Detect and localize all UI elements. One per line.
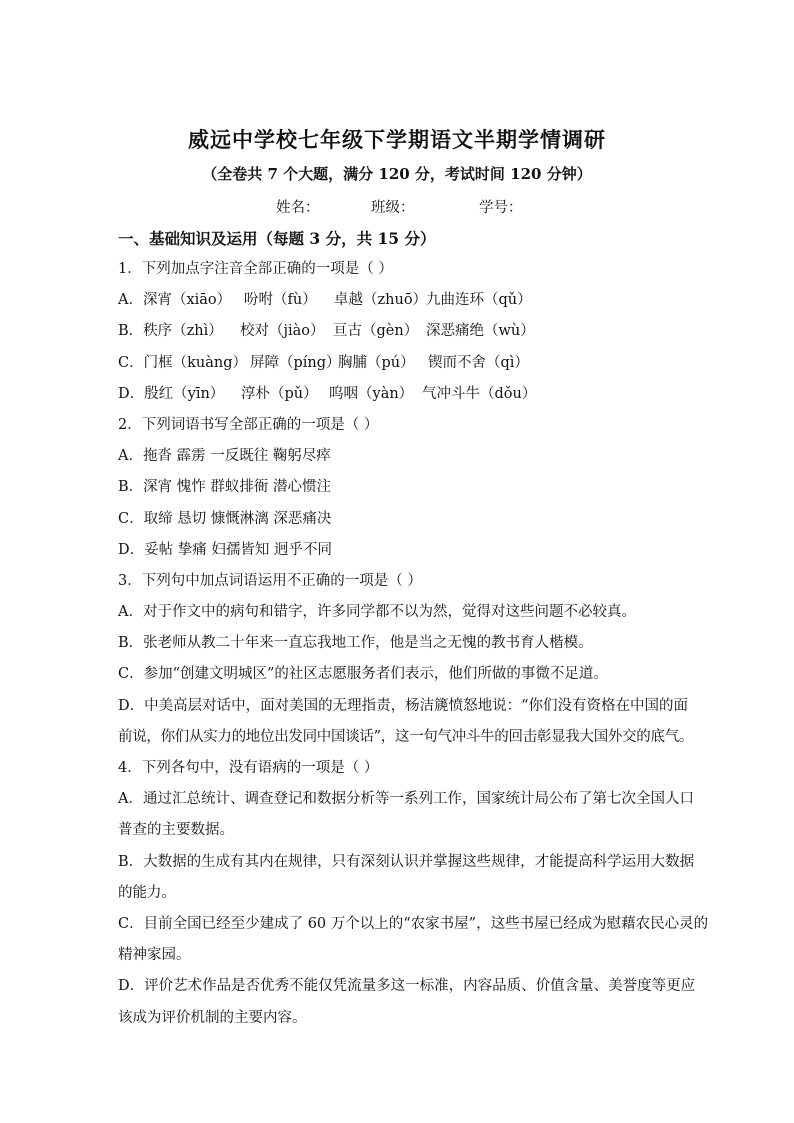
exam-title: 威远中学校七年级下学期语文半期学情调研 (188, 127, 606, 152)
option-item: D．殷红（yīn） (118, 385, 225, 402)
question-list (118, 258, 709, 1038)
option-item: 卓越（zhuō） (334, 292, 428, 309)
question-3-option-c: C．参加“创建文明城区”的社区志愿服务者们表示，他们所做的事微不足道。 (118, 666, 608, 683)
question-3-option-d-line2: 前说，你们从实力的地位出发同中国谈话”，这一句气冲斗牛的回击彰显我大国外交的底气。 (118, 728, 694, 745)
question-1-stem: 1．下列加点字注音全部正确的一项是（ ） (118, 261, 393, 277)
question-4-stem: 4．下列各句中，没有语病的一项是（ ） (118, 760, 379, 776)
option-item: 呜咽（yàn） (329, 385, 414, 402)
option-item: 胸脯（pú） (338, 354, 415, 371)
option-item: 屏障（píng） (250, 354, 341, 371)
question-4-option-b-line2: 的能力。 (118, 884, 176, 901)
question-1-option-a (118, 289, 688, 320)
student-id-label: 学号： (479, 200, 523, 216)
question-1-option-b (118, 320, 688, 351)
question-4-option-b-line1: B．大数据的生成有其内在规律，只有深刻认识并掌握这些规律，才能提高科学运用大数据 (118, 853, 695, 870)
option-item: 气冲斗牛（dǒu） (422, 385, 537, 402)
exam-subtitle: （全卷共 7 个大题，满分 120 分，考试时间 120 分钟） (202, 165, 592, 183)
option-item: C．门框（kuàng） (118, 354, 247, 371)
question-2-option-d: D．妥帖 挚痛 妇孺皆知 迥乎不同 (118, 541, 332, 558)
section-heading: 一、基础知识及运用（每题 3 分，共 15 分） (118, 229, 436, 248)
question-4-option-d-line1: D．评价艺术作品是否优秀不能仅凭流量多这一标准，内容品质、价值含量、美誉度等更应 (118, 978, 696, 995)
name-label: 姓名： (276, 200, 320, 216)
option-item: B．秩序（zhì） (118, 323, 223, 340)
question-4-option-c-line1: C．目前全国已经至少建成了 60 万个以上的“农家书屋”，这些书屋已经成为慰藉农民心灵的 (118, 915, 709, 932)
option-item: 淳朴（pǔ） (241, 385, 318, 402)
question-4-option-a-line1: A．通过汇总统计、调查登记和数据分析等一系列工作，国家统计局公布了第七次全国人口 (118, 791, 694, 808)
option-item: 锲而不舍（qì） (428, 354, 529, 371)
option-item: 校对（jiào） (240, 323, 325, 340)
question-3-option-b: B．张老师从教二十年来一直忘我地工作，他是当之无愧的教书育人楷模。 (118, 635, 593, 652)
question-3-option-d-line1: D．中美高层对话中，面对美国的无理指责，杨洁篪愤怒地说：“你们没有资格在中国的面 (118, 697, 689, 714)
question-2-stem: 2．下列词语书写全部正确的一项是（ ） (118, 416, 379, 433)
option-item: 九曲连环（qǔ） (426, 292, 532, 309)
question-4-option-d-line2: 该成为评价机制的主要内容。 (118, 1009, 307, 1026)
question-3-option-a: A．对于作文中的病句和错字，许多同学都不以为然，觉得对这些问题不必较真。 (118, 604, 636, 621)
question-2-option-c: C．取缔 恳切 慷慨淋漓 深恶痛决 (118, 510, 332, 527)
question-4-option-a-line2: 普查的主要数据。 (118, 822, 234, 839)
question-2-option-b: B．深宵 愧怍 群蚁排衙 潜心惯注 (118, 479, 331, 496)
student-info-row (276, 196, 523, 217)
option-item: 吩咐（fù） (244, 292, 317, 309)
question-1-option-c (118, 352, 688, 383)
option-item: 深恶痛绝（wù） (426, 323, 535, 340)
question-1-option-d (118, 383, 688, 414)
question-3-stem: 3．下列句中加点词语运用不正确的一项是（ ） (118, 572, 422, 589)
question-4-option-c-line2: 精神家园。 (118, 947, 191, 964)
option-item: A．深宵（xiāo） (118, 292, 232, 309)
option-item: 亘古（gèn） (333, 323, 419, 340)
question-2-option-a: A．拖沓 霹雳 一反既往 鞠躬尽瘁 (118, 448, 331, 465)
class-label: 班级： (371, 200, 415, 216)
